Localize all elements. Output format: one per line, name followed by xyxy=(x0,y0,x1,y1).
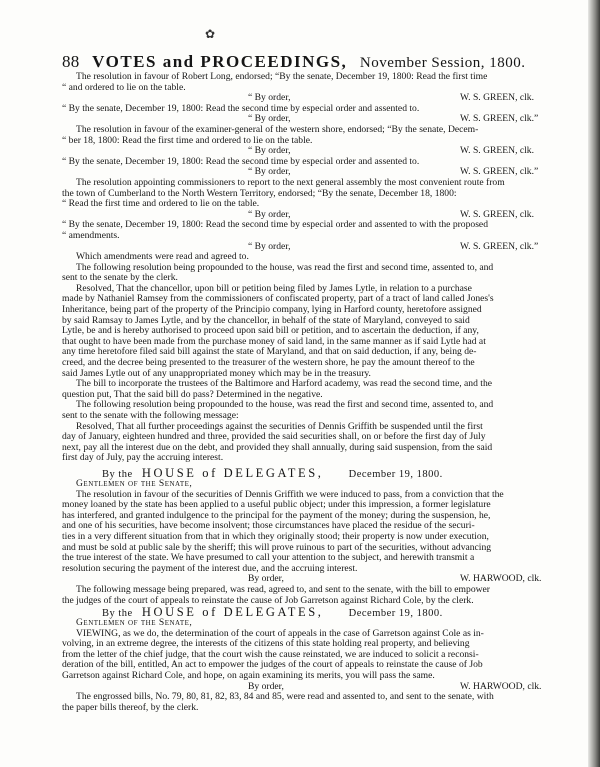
text-line: has interfered, and granted indulgence to the principal for the payment of the money; during the suspension, he, xyxy=(62,510,491,521)
text-line: and one of his securities, have become insolvent; those circumstances have placed the residue of the securi- xyxy=(62,521,475,532)
text-line: The bill to incorporate the trustees of the Baltimore and Harford academy, was read the second time, and the xyxy=(76,379,493,390)
clerk-signature: W. S. GREEN, clk.” xyxy=(460,240,539,252)
body-text xyxy=(62,72,586,713)
text-line: day of January, eighteen hundred and three, provided the said securities shall, on or before the first day of July xyxy=(62,432,486,443)
house-heading-title: HOUSE of DELEGATES, xyxy=(141,605,324,620)
signature-line xyxy=(62,210,586,221)
house-heading-by-the: By the xyxy=(102,608,133,620)
resolution-text: Resolved, That the chancellor, upon bill or petition being filed by James Lytle, in relation to a purchase xyxy=(76,283,472,294)
text-line: next, pay all the interest due on the debt, and provided they shall annually, during said suspension, from the said xyxy=(62,442,493,453)
text-line: The resolution appointing commissioners to report to the next general assembly the most convenient route from xyxy=(76,177,505,188)
text-line: Inheritance, being part of the property of the Principio company, lying in Harford county, heretofore assigned xyxy=(62,305,482,316)
house-heading xyxy=(62,467,586,479)
salutation: Gentlemen of the Senate, xyxy=(76,478,193,489)
text-line: The following resolution being propounded to the house, was read the first and second time, assented to, and xyxy=(76,400,494,411)
signature-line xyxy=(62,682,586,693)
text-line: any time heretofore filed said bill against the state of Maryland, and that on said deduction, if any, being de- xyxy=(62,347,477,358)
text-line: “ By the senate, December 19, 1800: Read the second time by especial order and assented to. xyxy=(62,156,420,167)
signature-line xyxy=(62,93,586,104)
text-line: The resolution in favour of the securities of Dennis Griffith we were induced to pass, from a conviction that the xyxy=(76,489,504,500)
text-line: Lytle, be and is hereby authorised to proceed upon said bill or petition, and to ascertain the deduction, if any, xyxy=(62,326,479,337)
clerk-signature: W. HARWOOD, clk. xyxy=(460,680,542,692)
clerk-signature: W. S. GREEN, clk. xyxy=(460,92,534,104)
text-line: The engrossed bills, No. 79, 80, 81, 82, 83, 84 and 85, were read and assented to, and sent to the senate, with xyxy=(76,692,494,703)
text-line: sent to the senate with the following message: xyxy=(62,411,239,421)
text-line: The resolution in favour of the examiner-general of the western shore, endorsed; “By the senate, Decem- xyxy=(76,124,479,135)
page-number: 88 xyxy=(62,52,80,71)
text-line: money loaned by the state has been applied to a useful public object; under this impression, a former legislature xyxy=(62,500,491,511)
text-line: “ amendments. xyxy=(62,230,120,241)
text-line: the true interest of the state. We have presumed to call your attention to the subject, and herewith transmit a xyxy=(62,553,475,564)
by-order-label: “ By order, xyxy=(248,113,291,125)
text-line: Garretson against Richard Cole, and hope, on again examining its merits, you will pass the same. xyxy=(62,671,435,682)
text-line: first day of July, pay the accruing interest. xyxy=(62,453,224,464)
text-line: “ By the senate, December 19, 1800: Read the second time by especial order and assented to with the proposed xyxy=(62,220,488,231)
book-spine-shadow xyxy=(588,0,600,767)
house-heading xyxy=(62,606,586,618)
text-line: the town of Cumberland to the North Western Territory, endorsed; “By the senate, December 18, 1800: xyxy=(62,188,457,199)
signature-line xyxy=(62,242,586,253)
text-line: by said Ramsay to James Lytle, and by the chancellor, in behalf of the state of Maryland, conveyed to said xyxy=(62,315,470,326)
text-line: made by Nathaniel Ramsey from the commissioners of confiscated property, part of a tract of land called Jones's xyxy=(62,294,494,305)
text-line: Which amendments were read and agreed to. xyxy=(76,252,249,263)
text-line: and must be sold at public sale by the sheriff; this will prove ruinous to part of the securities, without advancing xyxy=(62,542,492,553)
text-line: the judges of the court of appeals to reinstate the cause of Job Garretson against Richard Cole, by the clerk. xyxy=(62,595,474,606)
running-title: VOTES and PROCEEDINGS, xyxy=(92,52,348,71)
text-line: “ and ordered to lie on the table. xyxy=(62,82,186,93)
clerk-signature: W. S. GREEN, clk. xyxy=(460,145,534,157)
by-order-label: “ By order, xyxy=(248,240,291,252)
clerk-signature: W. S. GREEN, clk. xyxy=(460,208,534,220)
text-line: sent to the senate by the clerk. xyxy=(62,273,178,284)
by-order-label: “ By order, xyxy=(248,208,291,220)
house-heading-title: HOUSE of DELEGATES, xyxy=(141,465,324,480)
ornament-icon: ✿ xyxy=(205,27,216,41)
by-order-label: By order, xyxy=(248,573,284,585)
text-line: The following message being prepared, was read, agreed to, and sent to the senate, with the bill to empower xyxy=(76,584,490,595)
by-order-label: By order, xyxy=(248,680,284,692)
text-line: resolution securing the payment of the interest due, and the accruing interest. xyxy=(62,563,358,574)
text-line: from the letter of the chief judge, that the court wish the cause reinstated, we are induced to solicit a reconsi- xyxy=(62,649,479,660)
signature-line xyxy=(62,146,586,157)
text-line: that ought to have been made from the purchase money of said land, in the same manner as if said Lytle had at xyxy=(62,336,486,347)
text-line: The following resolution being propounded to the house, was read the first and second time, assented to, and xyxy=(76,262,494,273)
by-order-label: “ By order, xyxy=(248,166,291,178)
text-line: creed, and the decree being presented to the treasurer of the western shore, he pay the amount thereof to the xyxy=(62,358,475,369)
clerk-signature: W. HARWOOD, clk. xyxy=(460,573,542,585)
resolution-text: Resolved, That all further proceedings against the securities of Dennis Griffith be suspended until the first xyxy=(76,421,483,432)
house-heading-by-the: By the xyxy=(102,468,133,480)
clerk-signature: W. S. GREEN, clk.” xyxy=(460,113,539,125)
text-line: “ ber 18, 1800: Read the first time and ordered to lie on the table. xyxy=(62,135,313,146)
clerk-signature: W. S. GREEN, clk.” xyxy=(460,166,539,178)
by-order-label: “ By order, xyxy=(248,145,291,157)
text-line: ties in a very different situation from that in which they originally stood; their property is now under execution, xyxy=(62,531,489,542)
text-line: said James Lytle out of any unappropriated money which may be in the treasury. xyxy=(62,368,371,379)
text-line: VIEWING, as we do, the determination of the court of appeals in the case of Garretson against Cole as in- xyxy=(76,628,484,639)
text-line: deration of the bill, entitled, An act to empower the judges of the court of appeals to reinstate the cause of Job xyxy=(62,660,483,671)
text-line: volving, in an extreme degree, the interests of the citizens of this state holding real property, and believing xyxy=(62,639,470,650)
text-line: question put, That the said bill do pass? Determined in the negative. xyxy=(62,389,323,400)
house-heading-date: December 19, 1800. xyxy=(348,468,443,480)
signature-line xyxy=(62,574,586,585)
text-line: The resolution in favour of Robert Long, endorsed; “By the senate, December 19, 1800: Read the first time xyxy=(76,72,488,82)
by-order-label: “ By order, xyxy=(248,92,291,104)
salutation: Gentlemen of the Senate, xyxy=(76,618,193,629)
signature-line xyxy=(62,114,586,125)
text-line: “ By the senate, December 19, 1800: Read the second time by especial order and assented to. xyxy=(62,103,420,114)
signature-line xyxy=(62,167,586,178)
text-line: “ Read the first time and ordered to lie on the table. xyxy=(62,199,260,210)
text-line: the paper bills thereof, by the clerk. xyxy=(62,702,199,713)
house-heading-date: December 19, 1800. xyxy=(348,608,443,620)
running-head xyxy=(62,52,582,72)
session-label: November Session, 1800. xyxy=(359,55,526,71)
